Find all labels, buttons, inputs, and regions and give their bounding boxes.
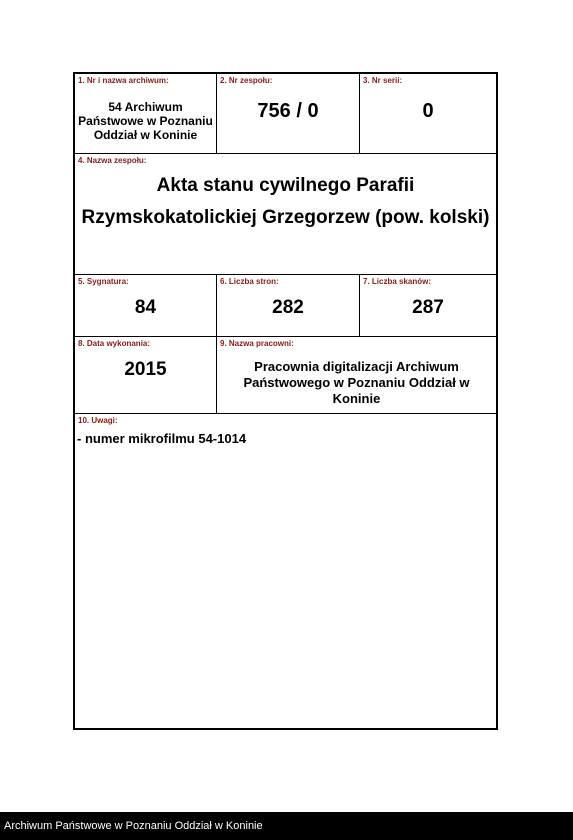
workshop-cell <box>217 337 496 413</box>
row-fond-name <box>75 154 496 275</box>
row-archive-info <box>75 74 496 154</box>
signature-label: 5. Sygnatura: <box>78 277 129 286</box>
footer-bar <box>0 812 573 840</box>
workshop-line: Państwowego w Poznaniu Oddział w <box>243 375 470 390</box>
archive-line: 54 Archiwum <box>108 100 183 114</box>
scan-count-value: 287 <box>412 297 444 318</box>
fond-name-cell <box>75 154 496 274</box>
fond-name-label: 4. Nazwa zespołu: <box>78 156 147 165</box>
scan-count-cell <box>360 275 496 336</box>
archive-line: Oddział w Koninie <box>93 128 198 142</box>
notes-cell <box>75 414 496 728</box>
fond-name-line: Akta stanu cywilnego Parafii <box>156 175 415 196</box>
fond-name-value <box>75 170 496 234</box>
page-count-cell <box>217 275 360 336</box>
date-label: 8. Data wykonania: <box>78 339 151 348</box>
scan-count-label: 7. Liczba skanów: <box>363 277 432 286</box>
series-number-label: 3. Nr serii: <box>363 76 403 85</box>
workshop-value <box>217 359 496 407</box>
series-number-value: 0 <box>422 100 434 122</box>
date-value: 2015 <box>124 359 167 380</box>
signature-value: 84 <box>134 297 157 318</box>
fond-number-cell <box>217 74 360 153</box>
fond-name-line: Rzymskokatolickiej Grzegorzew (pow. kolski) <box>81 207 490 228</box>
archive-line: Państwowe w Poznaniu <box>78 114 213 128</box>
row-production <box>75 337 496 414</box>
footer-text: Archiwum Państwowe w Poznaniu Oddział w Koninie <box>4 820 263 832</box>
row-counts <box>75 275 496 337</box>
page-count-value: 282 <box>272 297 304 318</box>
workshop-label: 9. Nazwa pracowni: <box>220 339 294 348</box>
archive-cell <box>75 74 217 153</box>
workshop-line: Koninie <box>332 391 381 406</box>
notes-label: 10. Uwagi: <box>78 416 118 425</box>
date-cell <box>75 337 217 413</box>
signature-cell <box>75 275 217 336</box>
page-count-label: 6. Liczba stron: <box>220 277 279 286</box>
notes-value: - numer mikrofilmu 54-1014 <box>77 431 247 446</box>
metadata-card <box>73 72 498 730</box>
workshop-line: Pracownia digitalizacji Archiwum <box>254 359 459 374</box>
fond-number-value: 756 / 0 <box>257 100 319 122</box>
archive-value <box>75 100 216 142</box>
fond-number-label: 2. Nr zespołu: <box>220 76 273 85</box>
archive-label: 1. Nr i nazwa archiwum: <box>78 76 169 85</box>
series-number-cell <box>360 74 496 153</box>
